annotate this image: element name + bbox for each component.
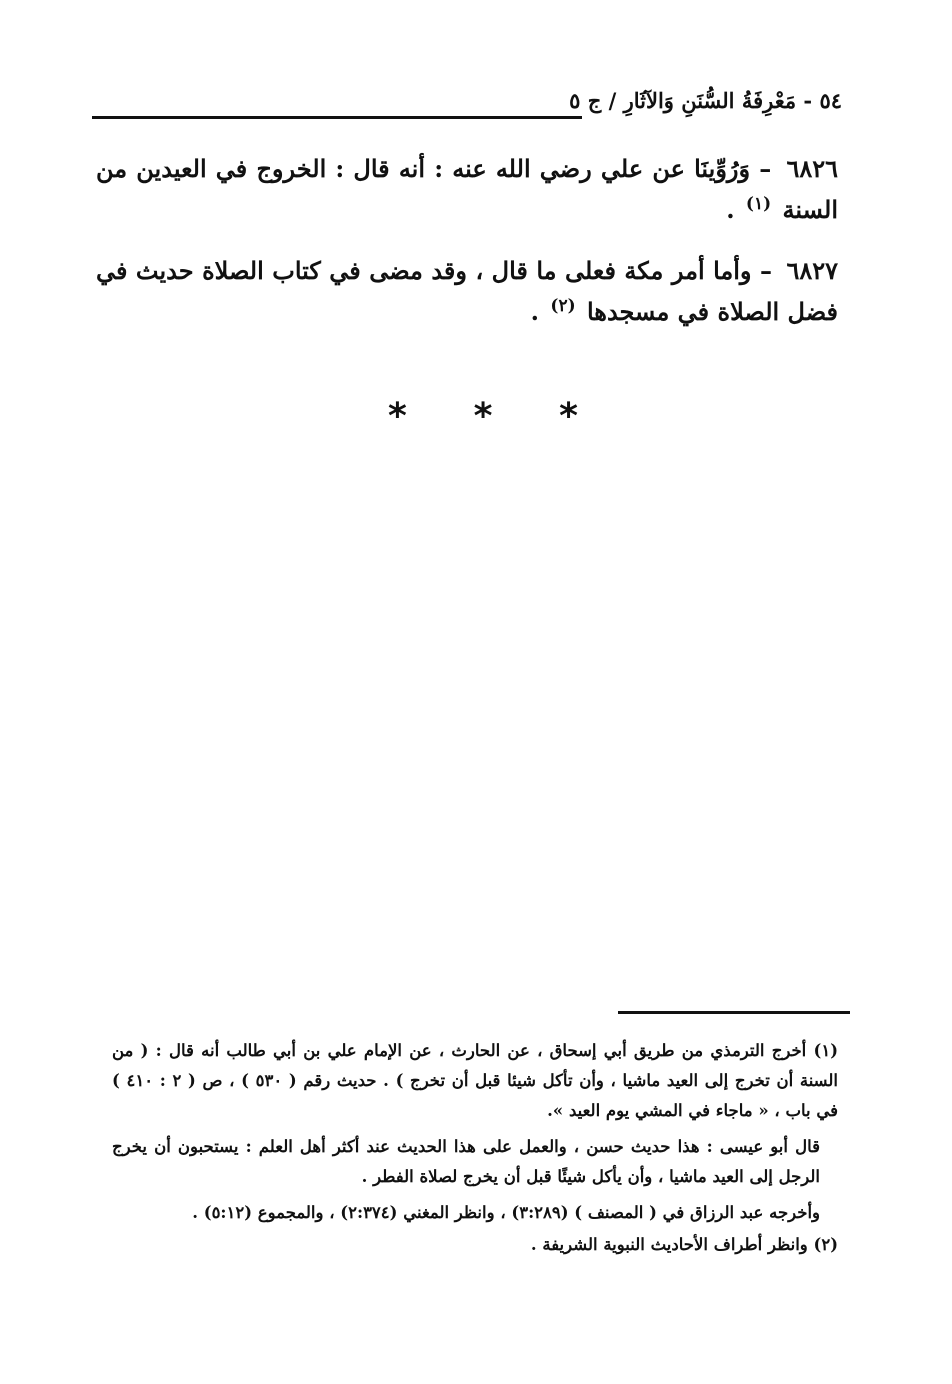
entry-number: ٦٨٢٦ bbox=[786, 154, 839, 183]
main-text bbox=[96, 148, 838, 352]
entry-text: – وأما أمر مكة فعلى ما قال ، وقد مضى في كتاب الصلاة حديث في فضل الصلاة في مسجدها bbox=[96, 256, 838, 326]
entry-number: ٦٨٢٧ bbox=[786, 256, 838, 285]
entry-end: . bbox=[530, 297, 540, 326]
entry-end: . bbox=[726, 195, 735, 224]
hadith-entry-6826 bbox=[96, 148, 838, 230]
hadith-entry-6827 bbox=[96, 250, 838, 332]
footnote-reference[interactable]: (٢) bbox=[550, 296, 576, 316]
running-header-title: ٥٤ - مَعْرِفَةُ السُّنَنِ وَالآثَارِ / ج ٥ bbox=[569, 88, 842, 113]
footnote-1: (١) أخرج الترمذي من طريق أبي إسحاق ، عن الحارث ، عن الإمام علي بن أبي طالب أنه قال : ( من السنة أن تخرج إلى العيد ماشيا ، وأن تأكل شيئا قبل أن تخرج ) . حديث رقم ( ٥٣٠ ) ، ص ( ٢ : ٤١٠ ) في باب ، « ماجاء في المشي يوم العيد ». bbox=[112, 1041, 839, 1120]
header-rule bbox=[92, 116, 582, 119]
section-separator bbox=[388, 396, 578, 437]
footnote-rule bbox=[618, 1011, 850, 1014]
footnote-1-commentary: قال أبو عيسى : هذا حديث حسن ، والعمل على هذا الحديث عند أكثر أهل العلم : يستحبون أن يخرج الرجل إلى العيد ماشيا ، وأن يأكل شيئًا قبل أن يخرج لصلاة الفطر . bbox=[112, 1137, 820, 1186]
footnotes bbox=[112, 1036, 838, 1266]
footnote-1-sources: وأخرجه عبد الرزاق في ( المصنف ) (٣:٢٨٩) ، وانظر المغني (٢:٣٧٤) ، والمجموع (٥:١٢) . bbox=[192, 1203, 820, 1222]
footnote-2: (٢) وانظر أطراف الأحاديث النبوية الشريفة . bbox=[530, 1235, 838, 1254]
separator-star: * bbox=[388, 396, 407, 437]
entry-text: – وَرُوِّينَا عن علي رضي الله عنه : أنه قال : الخروج في العيدين من السنة bbox=[96, 154, 838, 224]
separator-star: * bbox=[473, 396, 493, 437]
running-header bbox=[92, 84, 842, 124]
separator-star: * bbox=[559, 396, 578, 437]
footnote-reference[interactable]: (١) bbox=[745, 194, 772, 214]
